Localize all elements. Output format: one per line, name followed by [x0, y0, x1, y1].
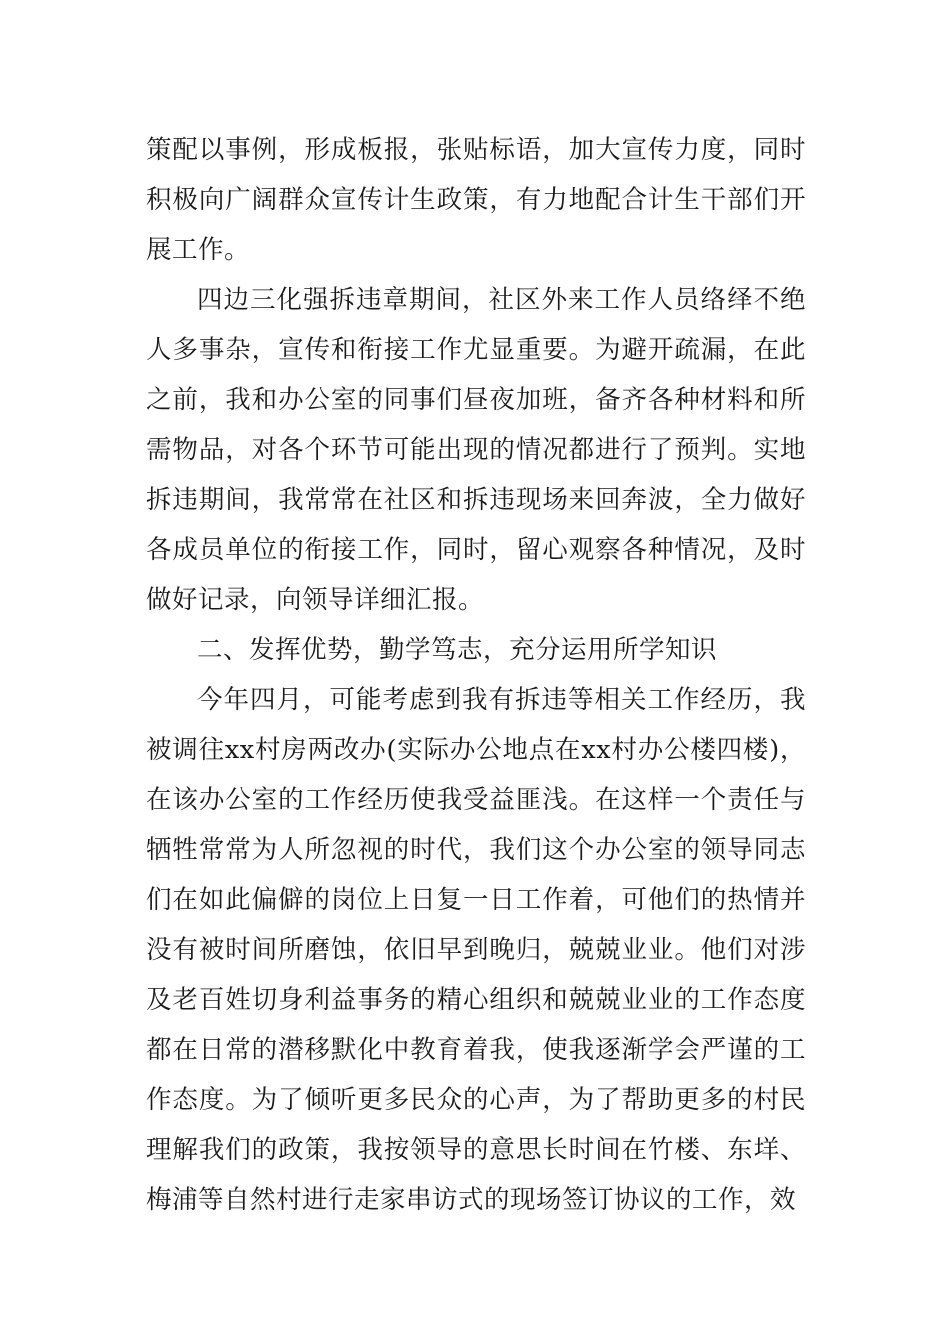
paragraph-2: 四边三化强拆违章期间，社区外来工作人员络绎不绝人多事杂，宣传和衔接工作尤显重要。为避开疏漏，在此之前，我和办公室的同事们昼夜加班，备齐各种材料和所需物品，对各个环节可能出现的情况都进行了预判。实地拆违期间，我常常在社区和拆违现场来回奔波，全力做好各成员单位的衔接工作，同时，留心观察各种情况，及时做好记录，向领导详细汇报。: [146, 285, 806, 615]
paragraph-1: 策配以事例，形成板报，张贴标语，加大宣传力度，同时积极向广阔群众宣传计生政策，有力地配合计生干部们开展工作。: [146, 135, 806, 265]
section-heading: 二、发挥优势，勤学笃志，充分运用所学知识: [197, 635, 718, 665]
paragraph-3: 今年四月，可能考虑到我有拆违等相关工作经历，我被调往xx村房两改办(实际办公地点在xx村办公楼四楼)，在该办公室的工作经历使我受益匪浅。在这样一个责任与牺牲常常为人所忽视的时代，我们这个办公室的领导同志们在如此偏僻的岗位上日复一日工作着，可他们的热情并没有被时间所磨蚀，依旧早到晚归，兢兢业业。他们对涉及老百姓切身利益事务的精心组织和兢兢业业的工作态度都在日常的潜移默化中教育着我，使我逐渐学会严谨的工作态度。为了倾听更多民众的心声，为了帮助更多的村民理解我们的政策，我按领导的意思长时间在竹楼、东垟、梅浦等自然村进行走家串访式的现场签订协议的工作，效: [146, 685, 806, 1215]
document-body: [146, 125, 806, 1225]
